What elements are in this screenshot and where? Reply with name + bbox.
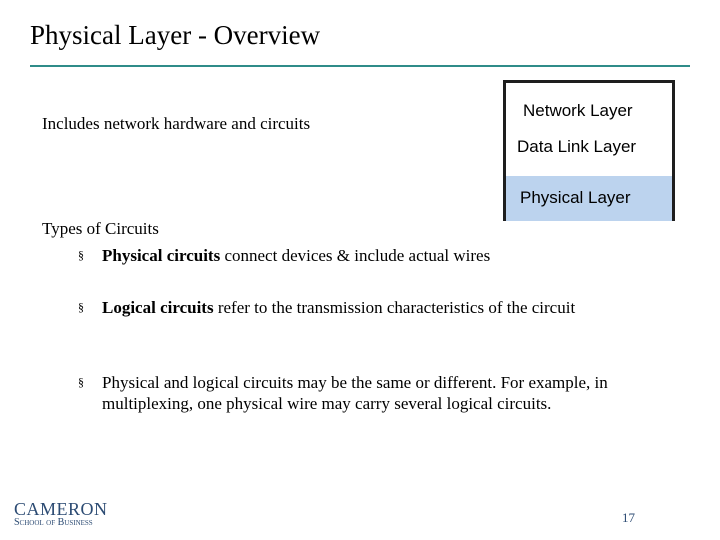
bullet-item bbox=[78, 297, 618, 318]
data-link-layer-label: Data Link Layer bbox=[517, 137, 637, 156]
bullet-item bbox=[78, 245, 618, 266]
intro-text: Includes network hardware and circuits bbox=[42, 114, 311, 133]
bullet-marker: § bbox=[78, 248, 84, 262]
title-divider bbox=[30, 65, 690, 67]
bullet-body: refer to the transmission characteristics of the circuit bbox=[213, 298, 576, 317]
slide-title: Physical Layer - Overview bbox=[30, 20, 321, 50]
cameron-logo bbox=[14, 500, 114, 532]
bullet-text bbox=[102, 245, 618, 266]
logo-subtitle: School of Business bbox=[14, 517, 93, 528]
bullet-marker: § bbox=[78, 300, 84, 314]
bullet-body: Physical and logical circuits may be the same or different. For example, in multiplexing, one physical wire may carry several logical circuits. bbox=[102, 373, 608, 413]
physical-layer-highlight bbox=[506, 176, 672, 221]
types-heading: Types of Circuits bbox=[42, 219, 159, 238]
bullet-item bbox=[78, 372, 618, 414]
bullet-bold-term: Logical circuits bbox=[102, 298, 214, 317]
bullet-body: connect devices & include actual wires bbox=[220, 246, 491, 265]
layer-stack-diagram bbox=[503, 80, 675, 221]
bullet-text bbox=[102, 297, 618, 318]
logo-wordmark: CAMERON bbox=[14, 499, 108, 519]
bullet-bold-term: Physical circuits bbox=[102, 246, 221, 265]
physical-layer-label: Physical Layer bbox=[520, 188, 631, 207]
bullet-text bbox=[102, 372, 618, 414]
page-number: 17 bbox=[622, 510, 635, 525]
bullet-marker: § bbox=[78, 375, 84, 389]
network-layer-label: Network Layer bbox=[523, 101, 633, 120]
